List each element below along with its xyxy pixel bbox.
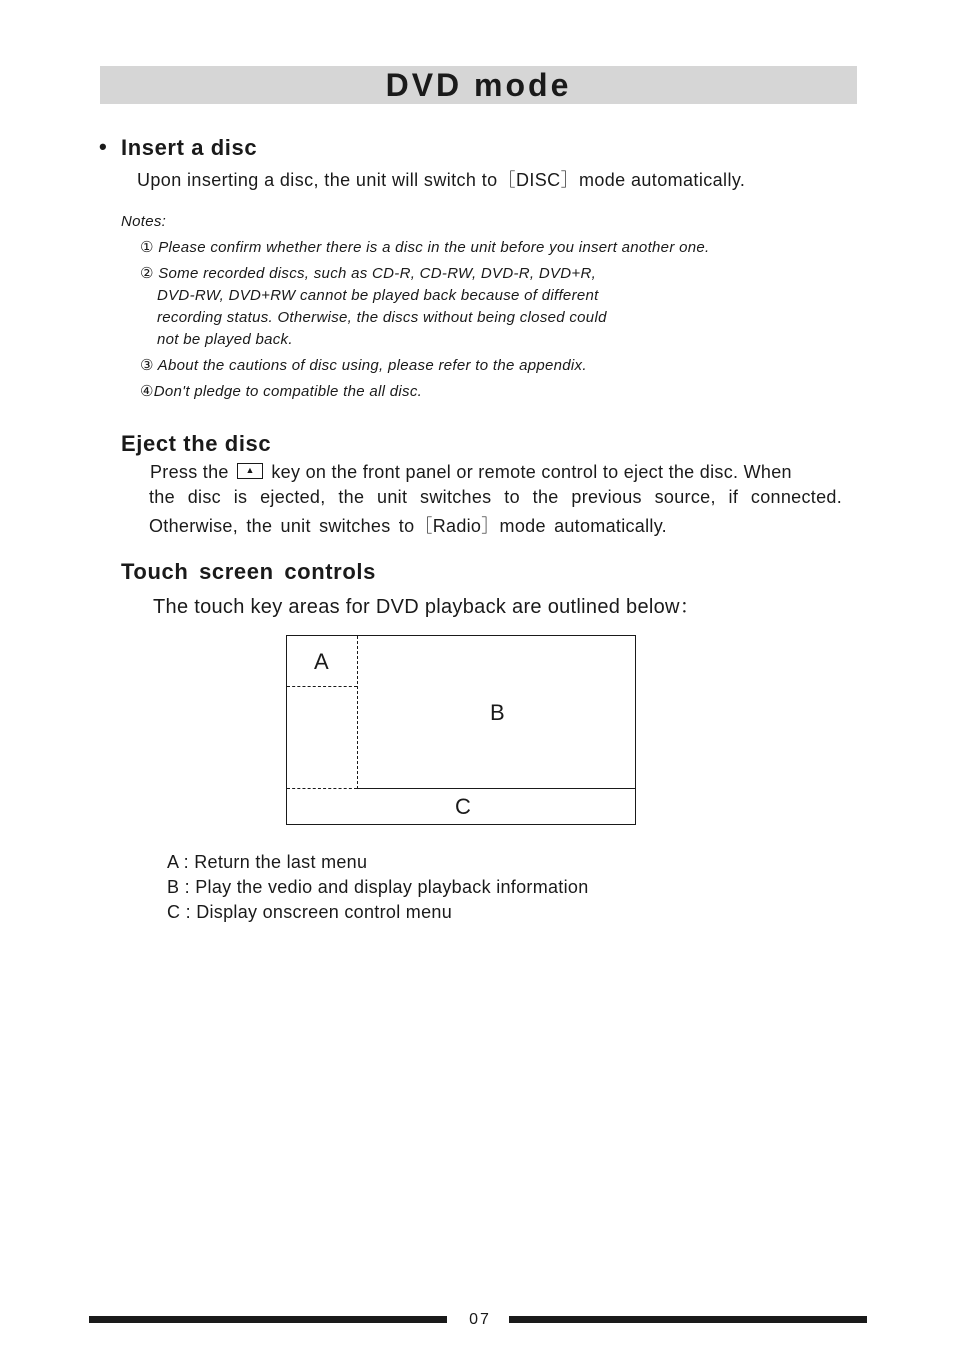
note-4: ④Don't pledge to compatible the all disc.: [140, 383, 423, 400]
footer-rule-right: [509, 1316, 867, 1323]
notes-label: Notes:: [121, 213, 167, 230]
legend-c: C : Display onscreen control menu: [167, 902, 453, 922]
note-2-line-1: ② Some recorded discs, such as CD-R, CD-RW, DVD-R, DVD+R,: [140, 265, 597, 282]
divider-c-left: [287, 788, 357, 789]
note-2-line-4: not be played back.: [157, 331, 293, 348]
touch-area-diagram: [286, 635, 636, 825]
insert-heading: Insert a disc: [121, 135, 258, 160]
eject-heading: Eject the disc: [121, 431, 272, 456]
eject-line-1: [150, 462, 792, 483]
divider-a-horizontal: [287, 686, 357, 687]
bullet-icon: •: [99, 134, 107, 159]
eject-line-1-before: Press the: [150, 462, 229, 482]
insert-text: Upon inserting a disc, the unit will switch to［DISC］mode automatically.: [137, 170, 746, 190]
touch-intro: The touch key areas for DVD playback are outlined below：: [153, 596, 701, 618]
divider-a-vertical: [357, 636, 358, 789]
eject-line-3: Otherwise, the unit switches to［Radio］mode automatically.: [149, 516, 667, 536]
eject-key-icon: ▲: [237, 463, 263, 479]
note-3: ③ About the cautions of disc using, please refer to the appendix.: [140, 357, 587, 374]
region-b-label: B: [490, 700, 505, 725]
legend-b: B : Play the vedio and display playback information: [167, 877, 589, 897]
page-title: DVD mode: [385, 67, 572, 103]
legend-a: A : Return the last menu: [167, 852, 368, 872]
divider-c: [357, 788, 635, 789]
title-bar: [100, 66, 857, 104]
note-1: ① Please confirm whether there is a disc in the unit before you insert another one.: [140, 239, 710, 256]
touch-heading: Touch screen controls: [121, 559, 376, 584]
region-a-label: A: [314, 649, 329, 674]
footer-rule-left: [89, 1316, 447, 1323]
page-number: 07: [469, 1311, 491, 1328]
note-2-line-2: DVD-RW, DVD+RW cannot be played back because of different: [157, 287, 599, 304]
eject-line-1-after: key on the front panel or remote control to eject the disc. When: [271, 462, 792, 482]
eject-line-2: the disc is ejected, the unit switches to the previous source, if connected.: [149, 487, 842, 507]
note-2-line-3: recording status. Otherwise, the discs without being closed could: [157, 309, 607, 326]
region-c-label: C: [455, 794, 471, 819]
